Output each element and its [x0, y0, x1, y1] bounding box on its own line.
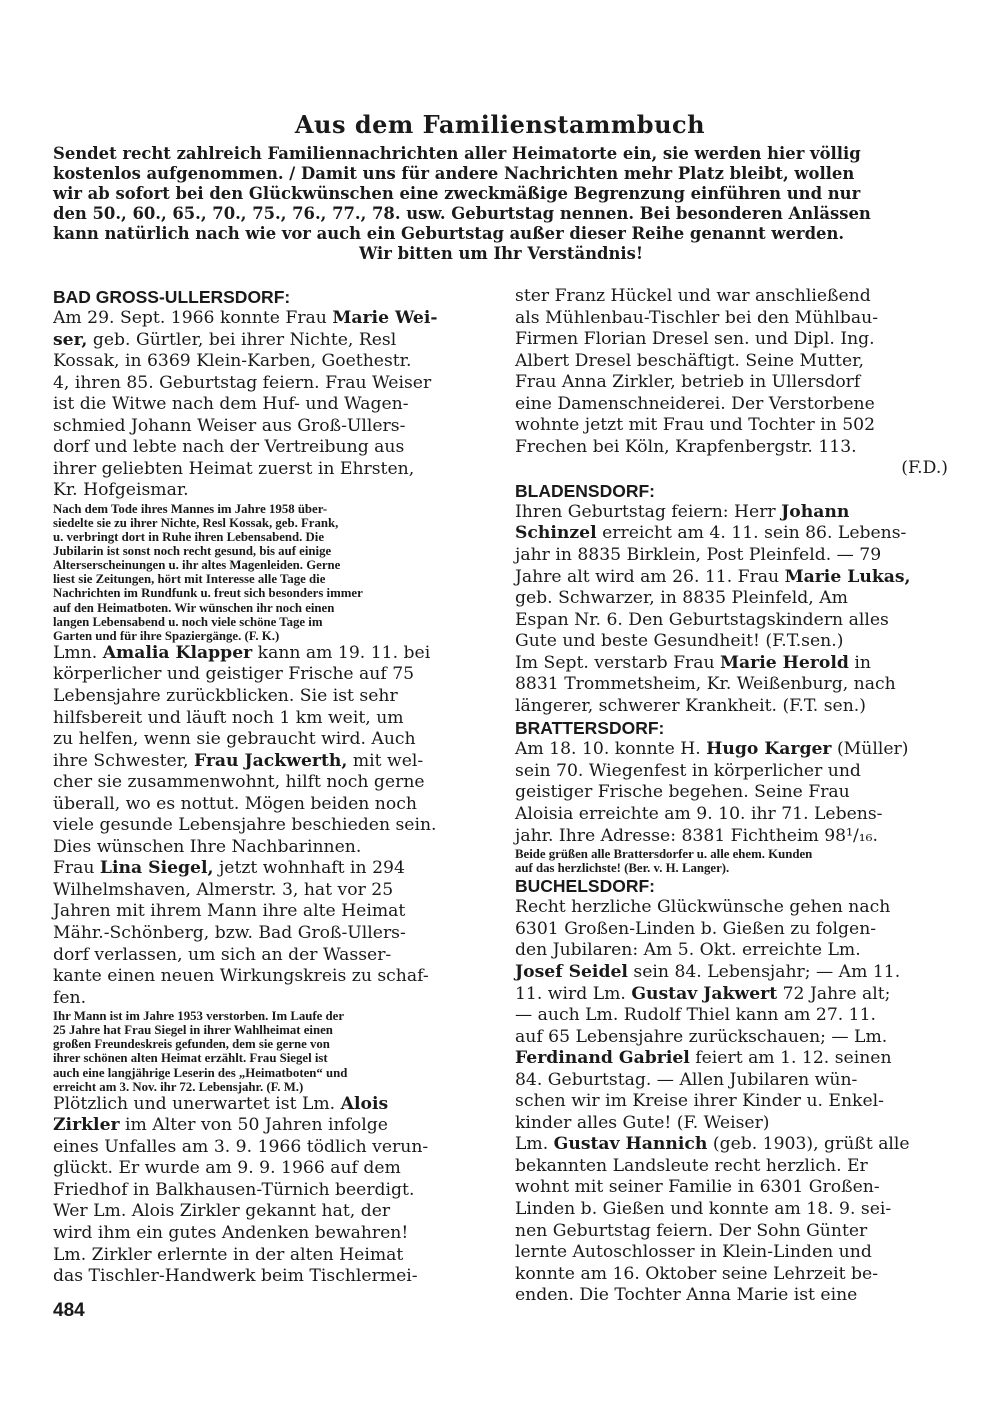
small-text-line: Nach dem Tode ihres Mannes im Jahre 1958 über-: [53, 501, 328, 516]
text-line: Mähr.-Schönberg, bzw. Bad Groß-Ullers-: [53, 922, 406, 943]
small-text-line: Beide grüßen alle Brattersdorfer u. alle ehem. Kunden: [515, 847, 813, 862]
text-line: ihrer geliebten Heimat zuerst in Ehrsten,: [53, 458, 415, 479]
text-line: nen Geburtstag feiern. Der Sohn Günter: [515, 1220, 868, 1241]
intro-line: kann natürlich nach wie vor auch ein Geburtstag außer dieser Reihe genannt werden.: [53, 224, 845, 244]
text-line: wohnte jetzt mit Frau und Tochter in 502: [515, 415, 876, 436]
text-line: jahr. Ihre Adresse: 8381 Fichtheim 98¹/₁₆.: [515, 825, 879, 846]
text-line: 11. wird Lm. Gustav Jakwert 72 Jahre alt;: [515, 983, 891, 1004]
small-text-line: u. verbringt dort in Ruhe ihren Lebensabend. Die: [53, 530, 325, 545]
text-line: Kr. Hofgeismar.: [53, 480, 189, 501]
text-line: Am 29. Sept. 1966 konnte Frau Marie Wei-: [53, 308, 438, 328]
text-line: Lm. Zirkler erlernte in der alten Heimat: [53, 1244, 404, 1265]
text-line: ser, geb. Gürtler, bei ihrer Nichte, Resl: [53, 329, 397, 350]
text-line: Wilhelmshaven, Almerstr. 3, hat vor 25: [53, 879, 394, 900]
text-line: Frechen bei Köln, Krapfenbergstr. 113.: [515, 436, 857, 457]
text-line: den Jubilaren: Am 5. Okt. erreichte Lm.: [515, 940, 861, 961]
intro-line: Wir bitten um Ihr Verständnis!: [358, 244, 644, 264]
text-line: konnte am 16. Oktober seine Lehrzeit be-: [515, 1263, 879, 1284]
text-line: körperlicher und geistiger Frische auf 75: [53, 664, 415, 685]
text-line: als Mühlenbau-Tischler bei den Mühlbau-: [515, 307, 879, 328]
small-text-line: ihrer schönen alten Heimat erzählt. Frau Siegel ist: [53, 1051, 328, 1066]
text-line: sein 70. Wiegenfest in körperlicher und: [515, 760, 861, 781]
text-line: Kossak, in 6369 Klein-Karben, Goethestr.: [53, 351, 412, 372]
text-line: Zirkler im Alter von 50 Jahren infolge: [53, 1115, 388, 1136]
text-line: kante einen neuen Wirkungskreis zu schaf-: [53, 966, 429, 987]
left-column: [53, 286, 486, 1288]
text-line: Ferdinand Gabriel feiert am 1. 12. seinen: [515, 1048, 892, 1069]
small-text-line: liest sie Zeitungen, hört mit Interesse alle Tage die: [53, 572, 326, 587]
small-text-line: großen Freundeskreis gefunden, dem sie gerne von: [53, 1037, 330, 1052]
text-line: bekannten Landsleute recht herzlich. Er: [515, 1155, 868, 1176]
text-line: Wer Lm. Alois Zirkler gekannt hat, der: [53, 1201, 391, 1222]
text-line: ihre Schwester, Frau Jackwerth, mit wel-: [53, 750, 424, 771]
text-line: geistiger Frische begehen. Seine Frau: [515, 782, 850, 803]
text-line: viele gesunde Lebensjahre beschieden sein.: [53, 815, 437, 836]
text-line: Schinzel erreicht am 4. 11. sein 86. Lebens-: [515, 523, 907, 544]
small-text-line: auf den Heimatboten. Wir wünschen ihr noch einen: [53, 600, 335, 615]
small-text-line: Nachrichten im Rundfunk u. freut sich besonders immer: [53, 586, 363, 601]
text-line: Espan Nr. 6. Den Geburtstagskindern alles: [515, 609, 889, 630]
text-line: lernte Autoschlosser in Klein-Linden und: [515, 1242, 872, 1263]
text-line: Josef Seidel sein 84. Lebensjahr; — Am 11.: [515, 961, 901, 982]
text-line: überall, wo es nottut. Mögen beiden noch: [53, 793, 417, 814]
text-line: kinder alles Gute! (F. Weiser): [515, 1112, 770, 1133]
small-text-line: Ihr Mann ist im Jahre 1953 verstorben. Im Laufe der: [53, 1009, 344, 1024]
text-line: Frau Anna Zirkler, betrieb in Ullersdorf: [515, 372, 861, 393]
text-line: Ihren Geburtstag feiern: Herr Johann: [515, 501, 850, 522]
text-line: Plötzlich und unerwartet ist Lm. Alois: [53, 1093, 389, 1114]
text-line: schen wir im Kreise ihrer Kinder u. Enkel-: [515, 1091, 884, 1112]
intro-line: kostenlos aufgenommen. / Damit uns für andere Nachrichten mehr Platz bleibt, wollen: [53, 164, 855, 184]
page-number: 484: [53, 1300, 85, 1321]
intro-notice: [53, 144, 949, 265]
section-heading: BAD GROSS-ULLERSDORF:: [53, 287, 291, 307]
small-text-line: erreicht am 3. Nov. ihr 72. Lebensjahr. (F. M.): [53, 1079, 304, 1094]
text-line: dorf verlassen, um sich an der Wasser-: [53, 944, 392, 965]
text-line: Jahren mit ihrem Mann ihre alte Heimat: [53, 901, 406, 922]
text-line: das Tischler-Handwerk beim Tischlermei-: [53, 1266, 418, 1287]
small-text-line: siedelte sie zu ihrer Nichte, Resl Kossak, geb. Frank,: [53, 516, 339, 531]
section-heading: BRATTERSDORF:: [515, 718, 665, 739]
text-line: schmied Johann Weiser aus Groß-Ullers-: [53, 415, 406, 436]
text-line: ster Franz Hückel und war anschließend: [515, 286, 871, 306]
text-line: 6301 Großen-Linden b. Gießen zu folgen-: [515, 918, 877, 939]
text-line: Linden b. Gießen und konnte am 18. 9. sei-: [515, 1198, 892, 1219]
text-line: Recht herzliche Glückwünsche gehen nach: [515, 897, 891, 918]
text-line: längerer, schwerer Krankheit. (F.T. sen.): [515, 695, 866, 716]
text-line: 4, ihren 85. Geburtstag feiern. Frau Weiser: [53, 372, 432, 393]
text-line: Friedhof in Balkhausen-Türnich beerdigt.: [53, 1179, 415, 1200]
small-text-line: auf das herzlichste! (Ber. v. H. Langer).: [515, 861, 730, 876]
text-line: Albert Dresel beschäftigt. Seine Mutter,: [515, 350, 864, 371]
text-line: Gute und beste Gesundheit! (F.T.sen.): [515, 631, 844, 652]
intro-line: wir ab sofort bei den Glückwünschen eine zweckmäßige Begrenzung einführen und nur: [53, 184, 861, 204]
text-line: Lebensjahre zurückblicken. Sie ist sehr: [53, 685, 398, 706]
section-heading: BUCHELSDORF:: [515, 876, 655, 897]
text-line: Dies wünschen Ihre Nachbarinnen.: [53, 836, 362, 857]
text-line: dorf und lebte nach der Vertreibung aus: [53, 437, 405, 458]
text-line: jahr in 8835 Birklein, Post Pleinfeld. — 79: [515, 545, 882, 566]
text-line: Lm. Gustav Hannich (geb. 1903), grüßt alle: [515, 1134, 910, 1155]
right-column: [515, 286, 948, 1307]
text-line: Jahre alt wird am 26. 11. Frau Marie Lukas,: [515, 566, 911, 587]
text-line: fen.: [53, 987, 87, 1008]
text-line: eine Damenschneiderei. Der Verstorbene: [515, 393, 875, 414]
text-line: ist die Witwe nach dem Huf- und Wagen-: [53, 394, 409, 415]
small-text-line: auch eine langjährige Leserin des „Heimatboten“ und: [53, 1065, 348, 1080]
text-line: wird ihm ein gutes Andenken bewahren!: [53, 1223, 409, 1243]
intro-line: Sendet recht zahlreich Familiennachrichten aller Heimatorte ein, sie werden hier völlig: [53, 144, 861, 163]
text-line: hilfsbereit und läuft noch 1 km weit, um: [53, 707, 404, 728]
small-text-line: Garten und für ihre Spaziergänge. (F. K.): [53, 628, 280, 643]
small-text-line: 25 Jahre hat Frau Siegel in ihrer Wahlheimat einen: [53, 1023, 333, 1038]
text-line: wohnt mit seiner Familie in 6301 Großen-: [515, 1177, 880, 1198]
small-text-line: langen Lebensabend u. noch viele schöne Tage im: [53, 614, 323, 629]
author-signature: (F.D.): [901, 458, 948, 479]
text-line: Im Sept. verstarb Frau Marie Herold in: [515, 652, 871, 673]
section-heading: BLADENSDORF:: [515, 480, 655, 501]
intro-line: den 50., 60., 65., 70., 75., 76., 77., 78. usw. Geburtstag nennen. Bei besonderen Anlässen: [53, 204, 871, 224]
text-line: enden. Die Tochter Anna Marie ist eine: [515, 1285, 858, 1306]
text-line: Am 18. 10. konnte H. Hugo Karger (Müller): [515, 739, 909, 760]
small-text-line: Alterserscheinungen u. ihr altes Magenleiden. Gerne: [53, 558, 341, 573]
text-line: auf 65 Lebensjahre zurückschauen; — Lm.: [515, 1026, 888, 1047]
text-line: Firmen Florian Dresel sen. und Dipl. Ing.: [515, 329, 875, 350]
text-line: glückt. Er wurde am 9. 9. 1966 auf dem: [53, 1158, 401, 1179]
text-line: geb. Schwarzer, in 8835 Pleinfeld, Am: [515, 588, 848, 609]
text-line: 84. Geburtstag. — Allen Jubilaren wün-: [515, 1069, 858, 1090]
text-line: eines Unfalles am 3. 9. 1966 tödlich verun-: [53, 1136, 429, 1157]
text-line: cher sie zusammenwohnt, hilft noch gerne: [53, 772, 425, 793]
text-line: — auch Lm. Rudolf Thiel kann am 27. 11.: [515, 1005, 877, 1026]
page-title: Aus dem Familienstammbuch: [294, 110, 706, 139]
text-line: 8831 Trommetsheim, Kr. Weißenburg, nach: [515, 674, 896, 695]
small-text-line: Jubilarin ist sonst noch recht gesund, bis auf einige: [53, 544, 332, 559]
text-line: Aloisia erreichte am 9. 10. ihr 71. Lebens-: [515, 804, 883, 825]
text-line: zu helfen, wenn sie gebraucht wird. Auch: [53, 729, 416, 750]
text-line: Frau Lina Siegel, jetzt wohnhaft in 294: [53, 858, 405, 879]
text-line: Lmn. Amalia Klapper kann am 19. 11. bei: [53, 642, 431, 663]
